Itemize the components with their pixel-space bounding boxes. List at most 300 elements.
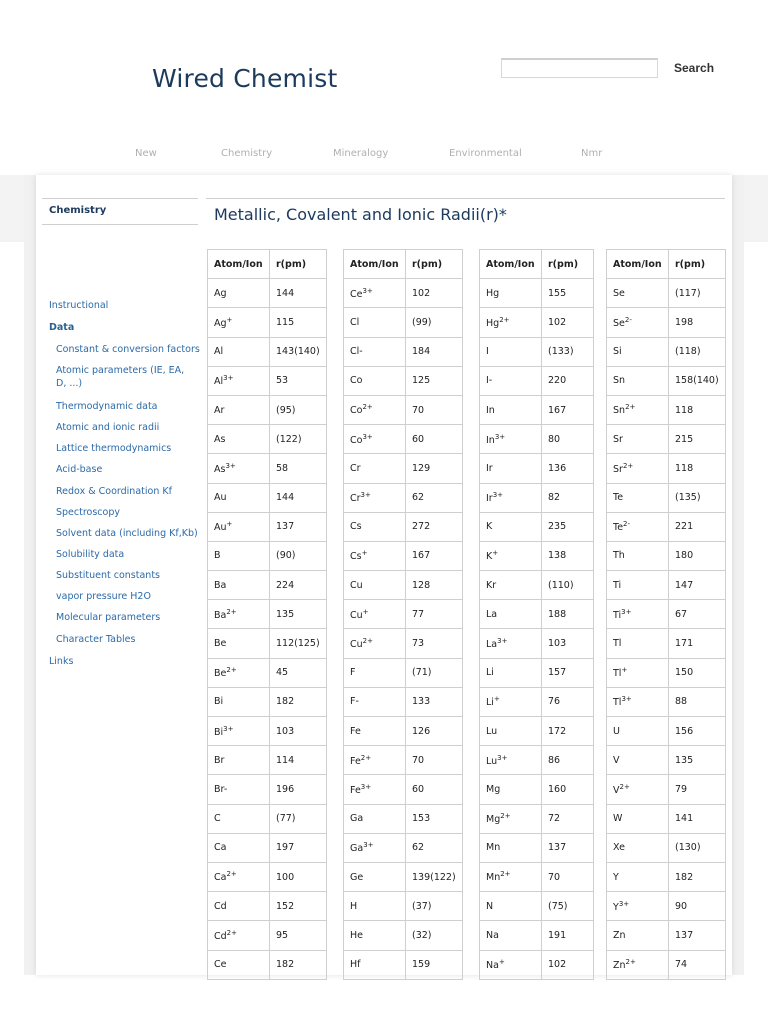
element-symbol: Ba [214,609,227,621]
ion-cell [208,804,270,833]
element-symbol: Hf [350,959,361,971]
table-row [480,483,594,512]
radius-cell: 100 [270,862,327,891]
ion-cell [344,950,406,979]
table-row [208,308,327,337]
table-row [344,804,463,833]
radius-cell: 167 [542,395,594,424]
ion-cell [607,658,669,687]
table-row [344,746,463,775]
element-symbol: F- [350,696,359,708]
sidebar-item-redox[interactable]: Redox & Coordination Kf [56,486,172,497]
element-symbol: I [486,346,489,358]
radius-cell: 76 [542,687,594,716]
ion-cell [607,454,669,483]
table-row [607,454,726,483]
element-symbol: Sn [613,375,626,387]
ion-charge: 3+ [223,724,234,733]
radius-cell: 152 [270,892,327,921]
ion-cell [344,425,406,454]
ion-cell [344,600,406,629]
element-symbol: Br- [214,783,228,795]
ion-cell [480,454,542,483]
table-row [607,687,726,716]
ion-cell [480,629,542,658]
table-row [607,892,726,921]
table-row [480,600,594,629]
site-title[interactable]: Wired Chemist [152,64,338,93]
ion-cell [344,629,406,658]
ion-cell [208,512,270,541]
ion-cell [480,425,542,454]
sidebar-title: Chemistry [42,198,198,225]
radius-cell: 58 [270,454,327,483]
element-symbol: K [486,521,493,533]
element-symbol: Si [613,346,622,358]
radius-cell: 62 [406,833,463,862]
ion-cell [344,279,406,308]
element-symbol: Tl [613,697,622,709]
ion-charge: + [492,549,499,558]
sidebar-item-vapor-pressure[interactable]: vapor pressure H2O [56,591,151,602]
element-symbol: Na [486,929,499,941]
ion-charge: 3+ [497,636,508,645]
radius-cell: 103 [542,629,594,658]
radius-cell: 198 [669,308,726,337]
table-row [480,425,594,454]
ion-cell [344,862,406,891]
ion-cell [344,717,406,746]
ion-charge: 3+ [225,461,236,470]
radius-cell: 196 [270,775,327,804]
table-row [607,483,726,512]
ion-charge: 2+ [500,812,511,821]
radius-cell: 160 [542,775,594,804]
element-symbol: Mg [486,783,501,795]
element-symbol: Ca [214,872,227,884]
radius-cell: 159 [406,950,463,979]
ion-charge: 2- [624,315,632,324]
radius-cell: 70 [406,395,463,424]
table-row [480,804,594,833]
radius-cell: 137 [669,921,726,950]
table-row [208,541,327,570]
ion-cell [607,395,669,424]
table-row [607,921,726,950]
radius-cell: 144 [270,483,327,512]
table-row [607,804,726,833]
ion-cell [344,658,406,687]
ion-charge: + [226,315,233,324]
radius-cell: 137 [270,512,327,541]
element-symbol: Kr [486,579,497,591]
column-header-radius: r(pm) [270,250,327,279]
table-row [480,512,594,541]
element-symbol: Al [214,346,224,358]
radius-cell: 153 [406,804,463,833]
element-symbol: Sr [613,463,623,475]
table-row [344,337,463,366]
element-symbol: Br [214,754,225,766]
element-symbol: Cs [350,521,362,533]
ion-charge: 3+ [360,782,372,791]
ion-cell [607,279,669,308]
ion-charge: 2+ [360,753,372,762]
table-row [607,717,726,746]
radius-cell: (122) [270,425,327,454]
radius-cell: 157 [542,658,594,687]
radius-cell: 143(140) [270,337,327,366]
radius-cell: 224 [270,571,327,600]
ion-cell [480,921,542,950]
table-row [480,454,594,483]
background-edge-left [24,175,36,975]
ion-cell [344,571,406,600]
element-symbol: W [613,813,623,825]
table-row [208,366,327,395]
sidebar-item-thermodynamic-data[interactable]: Thermodynamic data [56,401,158,412]
table-row [208,483,327,512]
table-row [480,279,594,308]
table-row [208,279,327,308]
element-symbol: Lu [486,755,498,767]
radius-cell: 144 [270,279,327,308]
radius-cell: (133) [542,337,594,366]
table-row [480,862,594,891]
ion-charge: + [362,607,369,616]
element-symbol: In [486,404,495,416]
search-input[interactable] [501,58,658,78]
radius-cell: 102 [542,308,594,337]
ion-cell [208,687,270,716]
ion-cell [607,687,669,716]
element-symbol: Na [486,960,499,972]
nav-mineralogy[interactable]: Mineralogy [333,148,389,159]
element-symbol: Ag [214,318,227,330]
element-symbol: Tl [613,668,622,680]
nav-environmental[interactable]: Environmental [449,148,522,159]
ion-cell [208,279,270,308]
ion-cell [480,571,542,600]
element-symbol: Au [214,522,227,534]
ion-cell [344,921,406,950]
table-row [607,600,726,629]
radius-cell: 182 [270,950,327,979]
table-row [208,950,327,979]
ion-cell [607,308,669,337]
table-row [344,717,463,746]
ion-cell [344,512,406,541]
element-symbol: Fe [350,785,361,797]
column-header-ion: Atom/Ion [208,250,270,279]
radius-cell: 182 [270,687,327,716]
table-row [208,921,327,950]
radius-cell: 147 [669,571,726,600]
table-row [208,833,327,862]
nav-new[interactable]: New [135,148,157,159]
main-nav [0,148,768,162]
radius-cell: (95) [270,395,327,424]
element-symbol: Al [214,376,224,388]
ion-cell [208,775,270,804]
ion-cell [344,454,406,483]
element-symbol: Ga [350,813,364,825]
ion-charge: 3+ [363,841,374,850]
radius-cell: 115 [270,308,327,337]
element-symbol: Be [214,668,227,680]
table-row [607,775,726,804]
element-symbol: Mg [486,814,501,826]
sidebar-item-substituent[interactable]: Substituent constants [56,570,160,581]
ion-cell [480,892,542,921]
table-row [480,833,594,862]
ion-charge: 2+ [226,870,237,879]
table-row [480,717,594,746]
table-row [208,629,327,658]
table-row [344,892,463,921]
ion-cell [480,395,542,424]
ion-cell [344,541,406,570]
ion-cell [208,483,270,512]
element-symbol: Co [350,405,363,417]
content-divider [206,198,725,199]
ion-charge: + [493,695,500,704]
ion-cell [607,541,669,570]
nav-nmr[interactable]: Nmr [581,148,603,159]
table-row [208,862,327,891]
ion-cell [344,804,406,833]
table-row [344,658,463,687]
sidebar-item-constants[interactable]: Constant & conversion factors [56,344,200,355]
ion-cell [208,541,270,570]
ion-cell [480,337,542,366]
table-row [344,775,463,804]
element-symbol: Ga [350,843,364,855]
element-symbol: Sn [613,405,626,417]
page-title: Metallic, Covalent and Ionic Radii(r)* [214,205,507,224]
radius-cell: 180 [669,541,726,570]
radius-cell: 135 [270,600,327,629]
ion-cell [607,862,669,891]
table-row [344,862,463,891]
nav-chemistry[interactable]: Chemistry [221,148,273,159]
element-symbol: Cu [350,579,363,591]
table-row [607,746,726,775]
element-symbol: Y [613,901,619,913]
element-symbol: Fe [350,755,361,767]
table-row [344,541,463,570]
element-symbol: Cu [350,609,363,621]
radius-cell: 129 [406,454,463,483]
ion-cell [607,571,669,600]
element-symbol: F [350,667,356,679]
radius-cell: 158(140) [669,366,726,395]
ion-cell [480,833,542,862]
radius-cell: 138 [542,541,594,570]
ion-cell [607,921,669,950]
table-row [208,687,327,716]
element-symbol: As [214,433,226,445]
radius-cell: 136 [542,454,594,483]
ion-charge: 3+ [621,695,632,704]
ion-charge: 2+ [500,870,511,879]
table-row [607,950,726,979]
table-row [480,571,594,600]
table-row [344,571,463,600]
search-button[interactable]: Search [666,58,722,78]
sidebar-item-data[interactable]: Data [49,322,75,333]
ion-cell [480,600,542,629]
ion-cell [208,366,270,395]
ion-cell [607,950,669,979]
element-symbol: Cr [350,493,361,505]
ion-cell [480,512,542,541]
radius-cell: 125 [406,366,463,395]
ion-charge: 3+ [494,432,506,441]
ion-cell [480,308,542,337]
radius-cell: 62 [406,483,463,512]
ion-cell [480,862,542,891]
radius-cell: 220 [542,366,594,395]
element-symbol: Cs [350,551,362,563]
ion-cell [208,425,270,454]
ion-cell [607,366,669,395]
radius-cell: 82 [542,483,594,512]
element-symbol: Co [350,434,363,446]
table-row [344,483,463,512]
ion-cell [344,833,406,862]
radius-cell: 88 [669,687,726,716]
radius-cell: 86 [542,746,594,775]
element-symbol: Ir [486,493,493,505]
table-row [607,541,726,570]
table-row [208,337,327,366]
table-row [480,337,594,366]
ion-cell [344,395,406,424]
column-header-ion: Atom/Ion [607,250,669,279]
element-symbol: H [350,900,358,912]
element-symbol: As [214,463,226,475]
element-symbol: Hg [486,318,500,330]
ion-cell [344,687,406,716]
element-symbol: Te [613,492,624,504]
radius-cell: 137 [542,833,594,862]
radius-cell: 118 [669,454,726,483]
sidebar-item-links[interactable]: Links [49,656,74,667]
radius-cell: (118) [669,337,726,366]
sidebar-item-spectroscopy[interactable]: Spectroscopy [56,507,120,518]
element-symbol: Cr [350,462,361,474]
element-symbol: Be [214,638,227,650]
radii-table-1 [207,249,327,980]
radius-cell: 73 [406,629,463,658]
table-row [480,921,594,950]
radius-cell: (130) [669,833,726,862]
table-row [208,892,327,921]
column-header-radius: r(pm) [406,250,463,279]
table-row [208,775,327,804]
radius-cell: 139(122) [406,862,463,891]
element-symbol: C [214,813,221,825]
ion-cell [480,483,542,512]
sidebar-item-molecular-parameters[interactable]: Molecular parameters [56,612,161,623]
table-row [344,395,463,424]
ion-cell [208,308,270,337]
column-header-radius: r(pm) [669,250,726,279]
radius-cell: 80 [542,425,594,454]
radius-cell: 188 [542,600,594,629]
radius-cell: (135) [669,483,726,512]
table-row [344,425,463,454]
radius-cell: (90) [270,541,327,570]
radius-cell: 150 [669,658,726,687]
ion-cell [607,833,669,862]
radius-cell: 95 [270,921,327,950]
radius-cell: (32) [406,921,463,950]
radius-cell: (110) [542,571,594,600]
ion-charge: 2+ [625,958,636,967]
element-symbol: Mn [486,872,501,884]
sidebar-item-atomic-ionic-radii[interactable]: Atomic and ionic radii [56,422,160,433]
table-row [480,775,594,804]
ion-cell [607,483,669,512]
radius-cell: 155 [542,279,594,308]
table-row [344,629,463,658]
sidebar-item-acid-base[interactable]: Acid-base [56,464,103,475]
radius-cell: (99) [406,308,463,337]
ion-cell [208,629,270,658]
ion-cell [607,746,669,775]
ion-cell [480,541,542,570]
ion-charge: 2+ [625,403,636,412]
element-symbol: Ba [214,579,227,591]
element-symbol: Bi [214,696,224,708]
ion-cell [607,425,669,454]
radius-cell: 70 [542,862,594,891]
element-symbol: Te [613,522,624,534]
ion-charge: 3+ [360,491,371,500]
element-symbol: Zn [613,960,626,972]
sidebar-item-solvent-data[interactable]: Solvent data (including Kf,Kb) [56,528,198,539]
radius-cell: 156 [669,717,726,746]
sidebar-item-lattice[interactable]: Lattice thermodynamics [56,443,172,454]
element-symbol: V [613,785,620,797]
ion-charge: 3+ [492,491,504,500]
sidebar-item-solubility[interactable]: Solubility data [56,549,125,560]
radius-cell: 90 [669,892,726,921]
ion-cell [208,862,270,891]
element-symbol: Lu [486,725,498,737]
column-header-ion: Atom/Ion [344,250,406,279]
table-row [344,512,463,541]
table-row [208,717,327,746]
sidebar-item-character-tables[interactable]: Character Tables [56,634,136,645]
table-row [344,950,463,979]
table-row [344,279,463,308]
radius-cell: 60 [406,425,463,454]
radii-table-2 [343,249,463,980]
sidebar-item-atomic-parameters[interactable]: Atomic parameters (IE, EA, D, ...) [56,365,185,389]
ion-cell [208,892,270,921]
ion-cell [480,717,542,746]
table-row [344,600,463,629]
table-row [208,512,327,541]
radius-cell: 167 [406,541,463,570]
radius-cell: 118 [669,395,726,424]
table-row [480,366,594,395]
sidebar-item-instructional[interactable]: Instructional [49,300,109,311]
element-symbol: Se [613,287,625,299]
